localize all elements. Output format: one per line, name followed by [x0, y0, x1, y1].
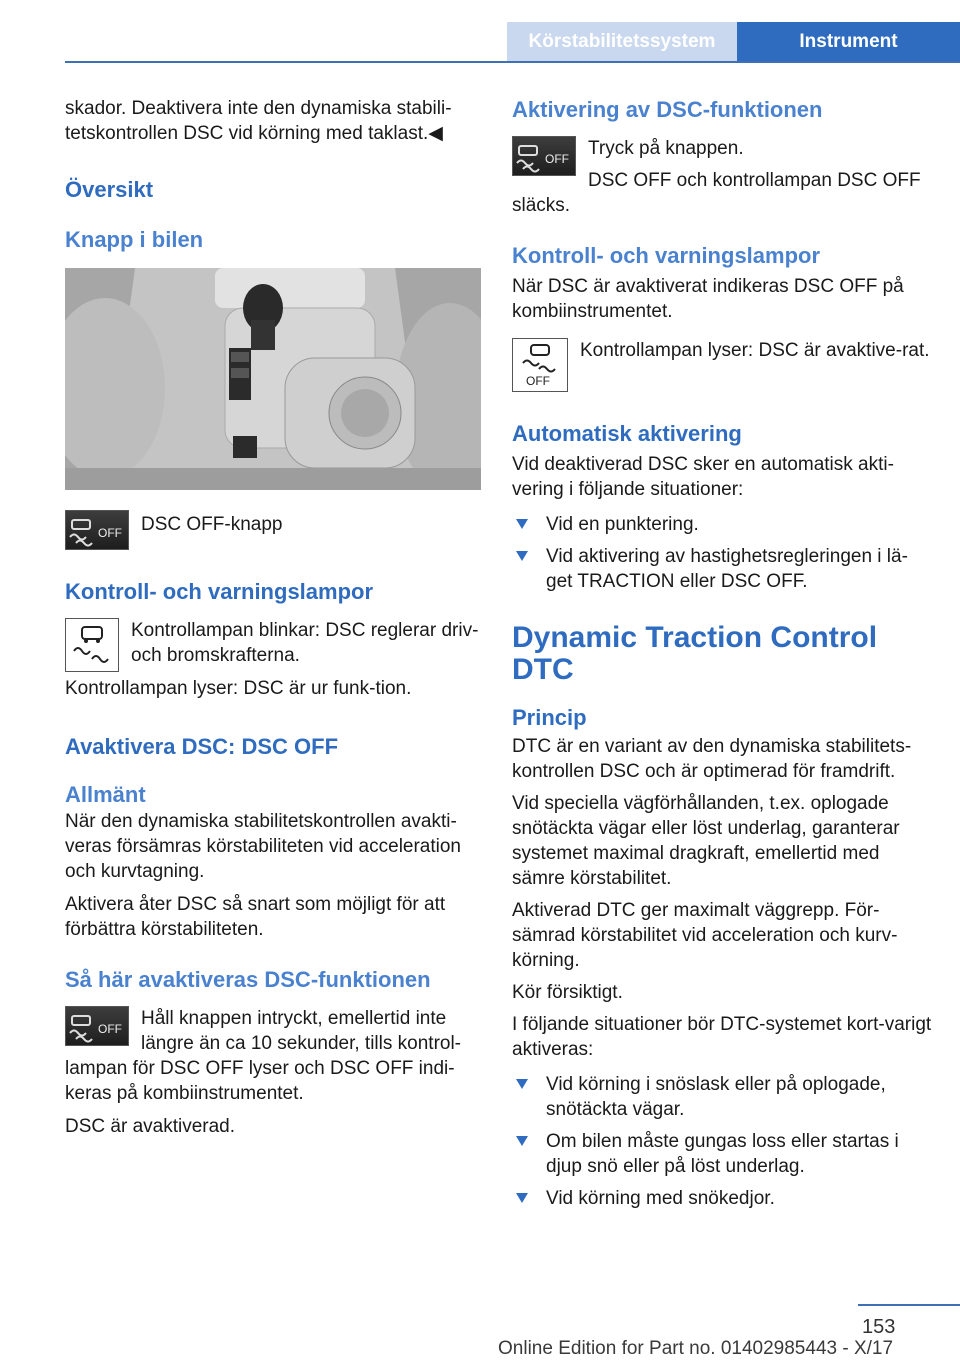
activate-block: [512, 136, 932, 218]
dsc-off-button-legend: [65, 510, 483, 550]
center-console-photo: [65, 268, 481, 490]
lamp-legend: [65, 618, 483, 701]
principle-heading: Princip: [512, 705, 587, 730]
header-chapter-tab: Instrument: [737, 22, 960, 62]
activate-heading: Aktivering av DSC-funktionen: [512, 97, 823, 122]
deactivated-text: DSC är avaktiverad.: [65, 1116, 236, 1137]
button-caption: DSC OFF-knapp: [141, 514, 283, 535]
triangle-bullet-icon: [516, 1193, 528, 1203]
right-lamp-text: Kontrollampan lyser: DSC är avaktive‐rat.: [580, 340, 930, 361]
intro-text: skador. Deaktivera inte den dynamiska stabili‐tetskontrollen DSC vid körning med taklast.◀: [65, 98, 452, 144]
dtc-list: [512, 1072, 932, 1211]
list-item: Vid en punktering.: [512, 512, 932, 537]
left-column: [65, 96, 483, 1139]
general-heading: Allmänt: [65, 782, 146, 807]
left-lamps-heading: Kontroll- och varningslampor: [65, 579, 374, 604]
lamp-on-text: Kontrollampan lyser: DSC är ur funk‐tion.: [65, 678, 412, 699]
how-heading: Så här avaktiveras DSC-funktionen: [65, 967, 431, 992]
triangle-bullet-icon: [516, 551, 528, 561]
header-section-tab: Körstabilitetssystem: [507, 22, 737, 62]
principle-p3: Aktiverad DTC ger maximalt väggrepp. För‐sämrad körstabilitet vid acceleration och kurv‐körning.: [512, 900, 898, 971]
right-column: [512, 96, 932, 1218]
right-lamps-heading: Kontroll- och varningslampor: [512, 243, 821, 268]
footer-rule: [858, 1304, 960, 1306]
dsc-off-lamp-icon: [512, 338, 568, 392]
list-item: Vid körning med snökedjor.: [512, 1186, 932, 1211]
button-heading: Knapp i bilen: [65, 227, 204, 252]
dtc-heading: Dynamic Traction Control DTC: [512, 621, 878, 686]
principle-p4: Kör försiktigt.: [512, 982, 623, 1003]
activate-p2: DSC OFF och kontrollampan DSC OFF släcks.: [512, 170, 921, 216]
auto-list: [512, 512, 932, 594]
how-text: Håll knappen intryckt, emellertid inte längre än ca 10 sekunder, tills kontrol‐lampan för DSC OFF lyser och DSC OFF indi‐keras på kombiinstrumentet.: [65, 1008, 462, 1104]
auto-text: Vid deaktiverad DSC sker en automatisk akti‐vering i följande situationer:: [512, 454, 894, 500]
header-rule: [65, 61, 960, 63]
principle-p1: DTC är en variant av den dynamiska stabilitets‐kontrollen DSC och är optimerad för framdrift.: [512, 736, 912, 782]
dsc-off-lamp-legend: [512, 338, 932, 396]
edition-text: Online Edition for Part no. 01402985443 - X/17: [498, 1338, 894, 1359]
activate-p1: Tryck på knappen.: [588, 138, 744, 159]
list-item: Vid körning i snöslask eller på oplogade, snötäckta vägar.: [512, 1072, 932, 1122]
triangle-bullet-icon: [516, 1136, 528, 1146]
overview-heading: Översikt: [65, 177, 154, 202]
dsc-warning-lamp-icon: [65, 618, 119, 672]
general-p1: När den dynamiska stabilitetskontrollen avakti‐veras försämras körstabiliteten vid acceleration och kurvtagning.: [65, 811, 462, 882]
how-block: [65, 1006, 483, 1114]
principle-p2: Vid speciella vägförhållanden, t.ex. oplogade snötäckta vägar eller löst underlag, garanterar systemet maximal dragkraft, emellertid med sämre körstabilitet.: [512, 793, 900, 889]
off-label: OFF: [545, 152, 569, 166]
principle-p5: I följande situationer bör DTC-systemet kort‐varigt aktiveras:: [512, 1014, 932, 1060]
page-number: 153: [862, 1316, 896, 1338]
list-item: Vid aktivering av hastighetsregleringen i lä‐get TRACTION eller DSC OFF.: [512, 544, 932, 594]
general-p2: Aktivera åter DSC så snart som möjligt för att förbättra körstabiliteten.: [65, 894, 446, 940]
dsc-off-button-icon-2: [65, 1006, 129, 1046]
triangle-bullet-icon: [516, 519, 528, 529]
dsc-off-button-icon-3: [512, 136, 576, 176]
off-label: OFF: [526, 374, 550, 388]
lamp-blink-text: Kontrollampan blinkar: DSC reglerar driv- och bromskrafterna.: [131, 620, 479, 666]
triangle-bullet-icon: [516, 1079, 528, 1089]
list-item: Om bilen måste gungas loss eller startas i djup snö eller på löst underlag.: [512, 1129, 932, 1179]
deactivate-heading: Avaktivera DSC: DSC OFF: [65, 734, 339, 759]
dsc-off-button-icon: [65, 510, 129, 550]
auto-heading: Automatisk aktivering: [512, 421, 742, 446]
off-label: OFF: [98, 1022, 122, 1036]
right-lamps-text: När DSC är avaktiverat indikeras DSC OFF på kombiinstrumentet.: [512, 276, 904, 322]
off-label: OFF: [98, 526, 122, 540]
center-console-illustration: [65, 268, 481, 490]
